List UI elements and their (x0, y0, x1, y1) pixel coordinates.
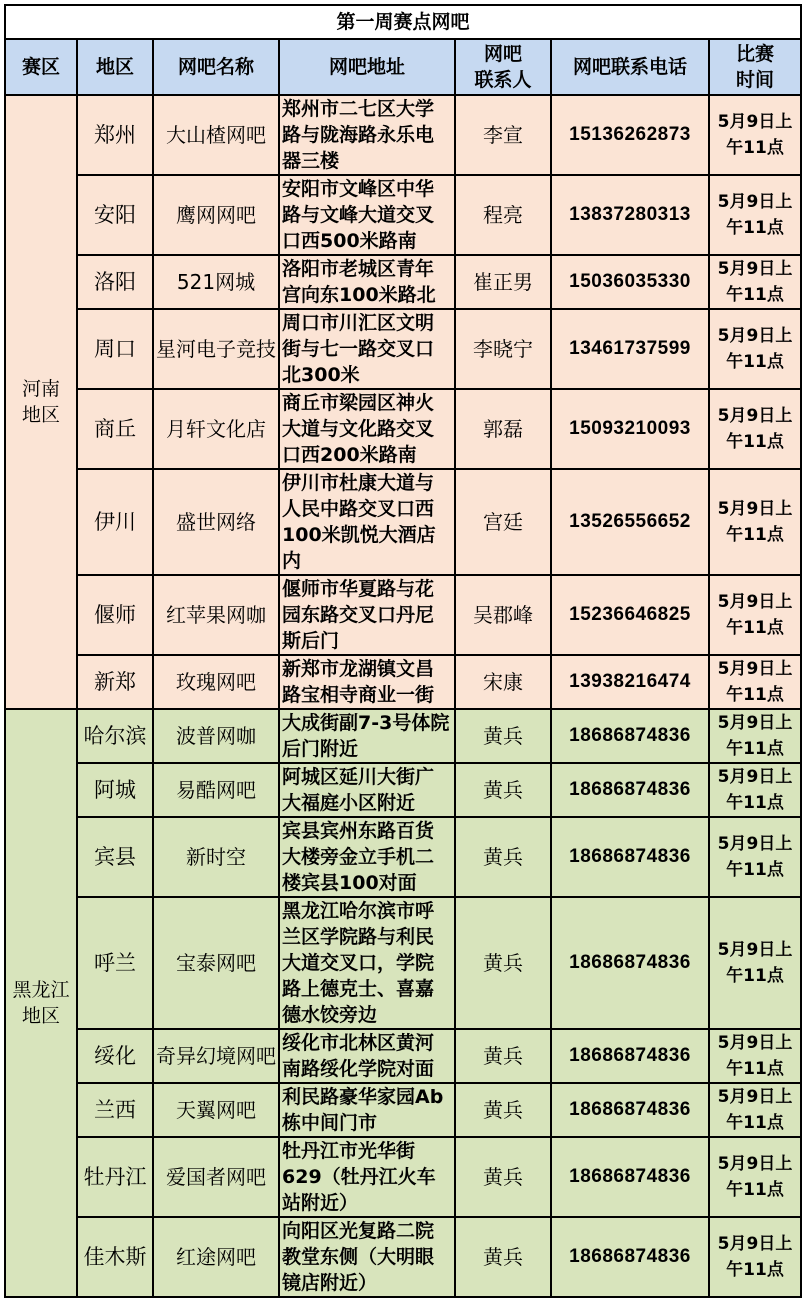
address-cell: 郑州市二七区大学路与陇海路永乐电器三楼 (279, 95, 455, 175)
table-row (5, 469, 801, 575)
table-row (5, 575, 801, 655)
contact-cell: 宋康 (455, 655, 551, 709)
area-cell: 郑州 (77, 95, 153, 175)
time-cell: 5月9日上午11点 (709, 309, 801, 389)
table-row (5, 1029, 801, 1083)
time-cell: 5月9日上午11点 (709, 1137, 801, 1217)
contact-cell: 李晓宁 (455, 309, 551, 389)
contact-cell: 吴郡峰 (455, 575, 551, 655)
area-cell: 宾县 (77, 817, 153, 897)
area-cell: 偃师 (77, 575, 153, 655)
table-title: 第一周赛点网吧 (5, 5, 801, 39)
contact-cell: 黄兵 (455, 1217, 551, 1297)
table-row (5, 897, 801, 1029)
phone-cell: 13526556652 (551, 469, 709, 575)
table-row (5, 817, 801, 897)
cafe-name-cell: 红苹果网咖 (153, 575, 279, 655)
area-cell: 安阳 (77, 175, 153, 255)
time-cell: 5月9日上午11点 (709, 655, 801, 709)
address-cell: 宾县宾州东路百货大楼旁金立手机二楼宾县100对面 (279, 817, 455, 897)
time-cell: 5月9日上午11点 (709, 575, 801, 655)
contact-cell: 程亮 (455, 175, 551, 255)
phone-cell: 18686874836 (551, 1217, 709, 1297)
area-cell: 周口 (77, 309, 153, 389)
cafe-name-cell: 玫瑰网吧 (153, 655, 279, 709)
table-row (5, 95, 801, 175)
cafe-name-cell: 521网城 (153, 255, 279, 309)
table-row (5, 1083, 801, 1137)
contact-cell: 崔正男 (455, 255, 551, 309)
phone-cell: 15036035330 (551, 255, 709, 309)
phone-cell: 15093210093 (551, 389, 709, 469)
table-row (5, 709, 801, 763)
address-cell: 黑龙江哈尔滨市呼兰区学院路与利民大道交叉口，学院路上德克士、喜嘉德水饺旁边 (279, 897, 455, 1029)
cafe-name-cell: 易酷网吧 (153, 763, 279, 817)
time-cell: 5月9日上午11点 (709, 1217, 801, 1297)
contact-cell: 郭磊 (455, 389, 551, 469)
contact-cell: 宫廷 (455, 469, 551, 575)
phone-cell: 13837280313 (551, 175, 709, 255)
contact-cell: 黄兵 (455, 763, 551, 817)
time-cell: 5月9日上午11点 (709, 255, 801, 309)
header-cafe-name: 网吧名称 (153, 39, 279, 95)
header-area: 地区 (77, 39, 153, 95)
area-cell: 哈尔滨 (77, 709, 153, 763)
address-cell: 偃师市华夏路与花园东路交叉口丹尼斯后门 (279, 575, 455, 655)
area-cell: 新郑 (77, 655, 153, 709)
contact-cell: 黄兵 (455, 1137, 551, 1217)
address-cell: 大成街副7-3号体院后门附近 (279, 709, 455, 763)
phone-cell: 18686874836 (551, 709, 709, 763)
header-address: 网吧地址 (279, 39, 455, 95)
area-cell: 牡丹江 (77, 1137, 153, 1217)
cafe-name-cell: 红途网吧 (153, 1217, 279, 1297)
phone-cell: 18686874836 (551, 763, 709, 817)
phone-cell: 18686874836 (551, 1083, 709, 1137)
cafe-name-cell: 宝泰网吧 (153, 897, 279, 1029)
cafe-name-cell: 盛世网络 (153, 469, 279, 575)
header-contact: 网吧 联系人 (455, 39, 551, 95)
table-row (5, 175, 801, 255)
region-heilongjiang-cell: 黑龙江 地区 (5, 709, 77, 1297)
time-cell: 5月9日上午11点 (709, 763, 801, 817)
area-cell: 洛阳 (77, 255, 153, 309)
time-cell: 5月9日上午11点 (709, 1029, 801, 1083)
time-cell: 5月9日上午11点 (709, 897, 801, 1029)
address-cell: 安阳市文峰区中华路与文峰大道交叉口西500米路南 (279, 175, 455, 255)
cafe-name-cell: 爱国者网吧 (153, 1137, 279, 1217)
phone-cell: 13938216474 (551, 655, 709, 709)
time-cell: 5月9日上午11点 (709, 175, 801, 255)
table-row (5, 655, 801, 709)
address-cell: 牡丹江市光华街629（牡丹江火车站附近） (279, 1137, 455, 1217)
cafe-name-cell: 新时空 (153, 817, 279, 897)
table-row (5, 1137, 801, 1217)
region-henan-cell: 河南 地区 (5, 95, 77, 709)
time-cell: 5月9日上午11点 (709, 389, 801, 469)
cafe-name-cell: 波普网咖 (153, 709, 279, 763)
phone-cell: 13461737599 (551, 309, 709, 389)
contact-cell: 黄兵 (455, 1083, 551, 1137)
table-row (5, 309, 801, 389)
time-cell: 5月9日上午11点 (709, 1083, 801, 1137)
phone-cell: 15136262873 (551, 95, 709, 175)
contact-cell: 李宣 (455, 95, 551, 175)
phone-cell: 18686874836 (551, 817, 709, 897)
address-cell: 向阳区光复路二院教堂东侧（大明眼镜店附近） (279, 1217, 455, 1297)
cafe-name-cell: 奇异幻境网吧 (153, 1029, 279, 1083)
table-row (5, 255, 801, 309)
header-row (5, 39, 801, 95)
address-cell: 伊川市杜康大道与人民中路交叉口西100米凯悦大酒店内 (279, 469, 455, 575)
table-row (5, 389, 801, 469)
area-cell: 绥化 (77, 1029, 153, 1083)
time-cell: 5月9日上午11点 (709, 817, 801, 897)
phone-cell: 15236646825 (551, 575, 709, 655)
contact-cell: 黄兵 (455, 817, 551, 897)
table-row (5, 763, 801, 817)
area-cell: 呼兰 (77, 897, 153, 1029)
cafe-name-cell: 星河电子竞技 (153, 309, 279, 389)
header-phone: 网吧联系电话 (551, 39, 709, 95)
phone-cell: 18686874836 (551, 897, 709, 1029)
header-region: 赛区 (5, 39, 77, 95)
cafe-name-cell: 鹰网网吧 (153, 175, 279, 255)
address-cell: 绥化市北林区黄河南路绥化学院对面 (279, 1029, 455, 1083)
time-cell: 5月9日上午11点 (709, 709, 801, 763)
address-cell: 洛阳市老城区青年宫向东100米路北 (279, 255, 455, 309)
time-cell: 5月9日上午11点 (709, 95, 801, 175)
area-cell: 佳木斯 (77, 1217, 153, 1297)
cafe-name-cell: 大山楂网吧 (153, 95, 279, 175)
table-row (5, 1217, 801, 1297)
time-cell: 5月9日上午11点 (709, 469, 801, 575)
area-cell: 伊川 (77, 469, 153, 575)
contact-cell: 黄兵 (455, 897, 551, 1029)
area-cell: 商丘 (77, 389, 153, 469)
address-cell: 新郑市龙湖镇文昌路宝相寺商业一街 (279, 655, 455, 709)
address-cell: 周口市川汇区文明街与七一路交叉口北300米 (279, 309, 455, 389)
address-cell: 阿城区延川大街广大福庭小区附近 (279, 763, 455, 817)
area-cell: 兰西 (77, 1083, 153, 1137)
contact-cell: 黄兵 (455, 709, 551, 763)
cafe-name-cell: 月轩文化店 (153, 389, 279, 469)
netcafe-table (4, 4, 802, 1298)
area-cell: 阿城 (77, 763, 153, 817)
address-cell: 利民路豪华家园Ab栋中间门市 (279, 1083, 455, 1137)
cafe-name-cell: 天翼网吧 (153, 1083, 279, 1137)
contact-cell: 黄兵 (455, 1029, 551, 1083)
phone-cell: 18686874836 (551, 1137, 709, 1217)
header-time: 比赛 时间 (709, 39, 801, 95)
address-cell: 商丘市梁园区神火大道与文化路交叉口西200米路南 (279, 389, 455, 469)
table-body (5, 95, 801, 1297)
phone-cell: 18686874836 (551, 1029, 709, 1083)
